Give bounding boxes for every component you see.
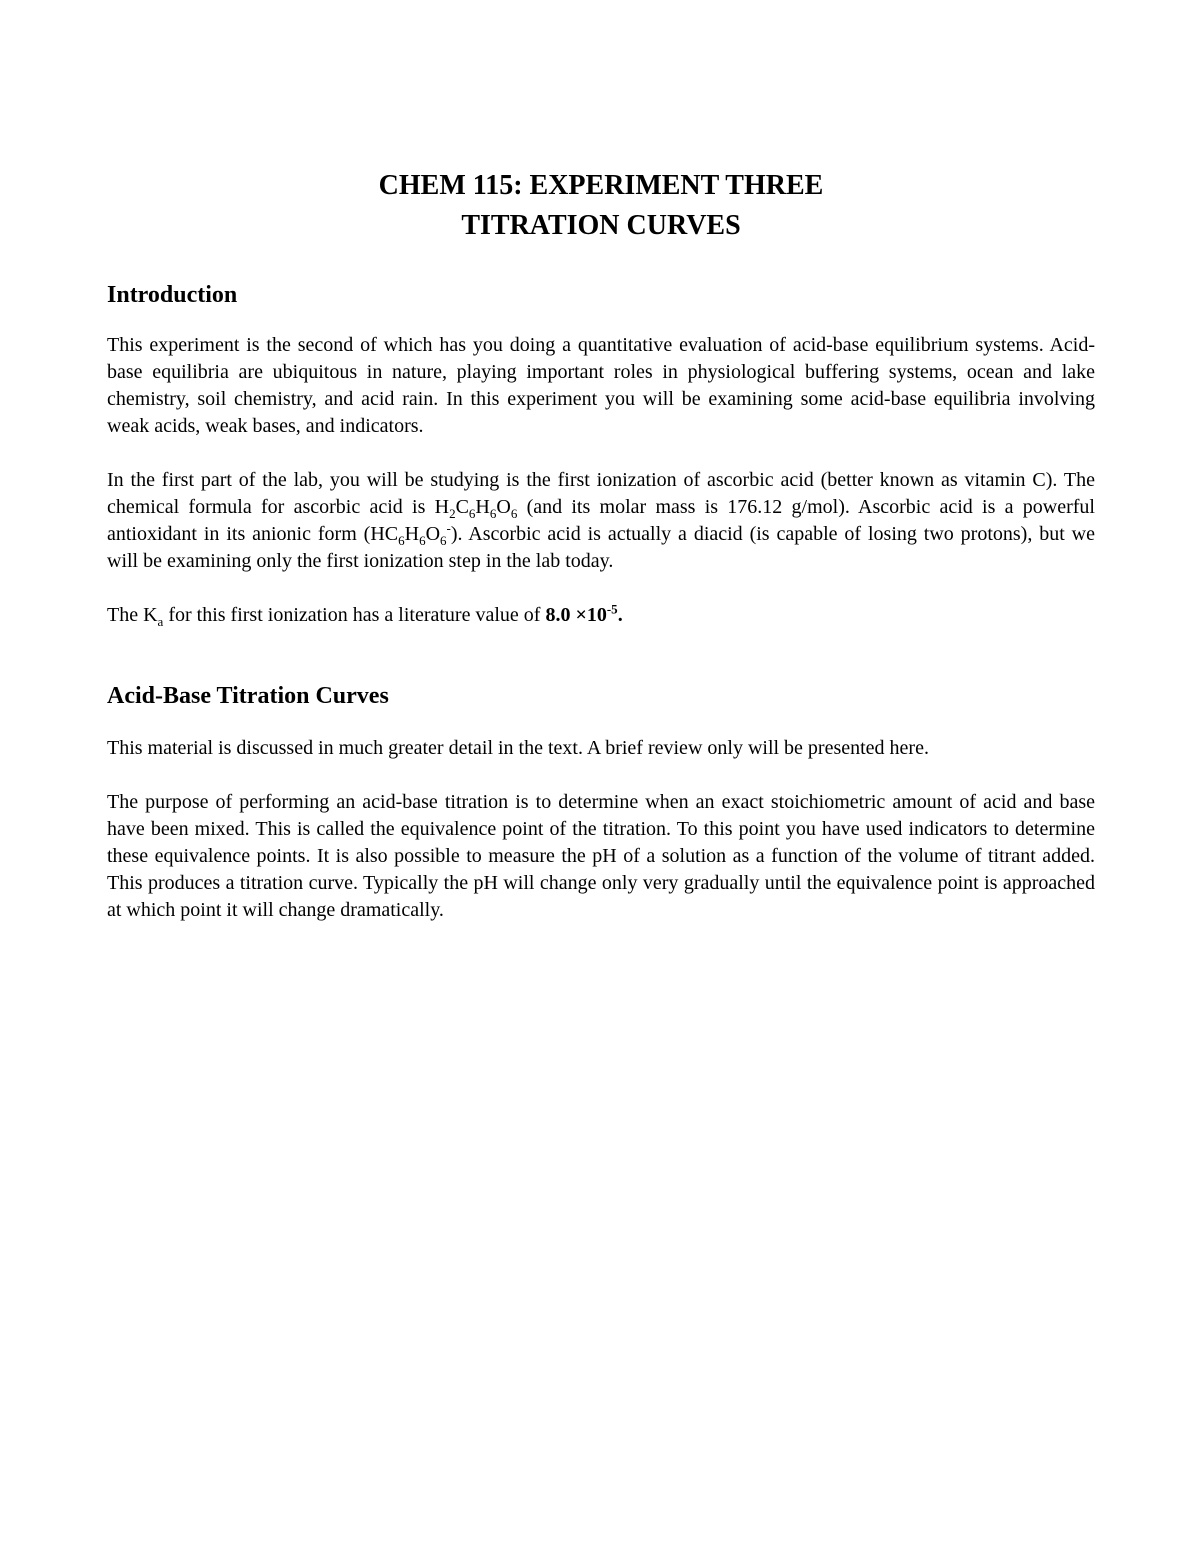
- introduction-heading: Introduction: [107, 282, 238, 308]
- curves-paragraph-2: The purpose of performing an acid-base titration is to determine when an exact stoichiometric amount of acid and base have been mixed. This is called the equivalence point of the titration. To this point you have used indicators to determine these equivalence points. It is also possible to measure the pH of a solution as a function of the volume of titrant added. This produces a titration curve. Typically the pH will change only very gradually until the equivalence point is approached at which point it will change dramatically.: [107, 791, 1095, 921]
- document-title-line-1: CHEM 115: EXPERIMENT THREE: [378, 170, 824, 201]
- ka-value-paragraph: The $K_a$ for this first ionization has a literature value of $8.0 \times 10^{-5}$.: [107, 601, 623, 629]
- intro-paragraph-2: In the first part of the lab, you will be studying is the first ionization of ascorbic acid (better known as vitamin C). The chemical formula for ascorbic acid is $H_2C_6H_6O_6$ (and its molar mass is 176.12 g/mol). Ascorbic acid is a powerful antioxidant in its anionic form $(HC_6H_6O_6^-)$. Ascorbic acid is actually a diacid (is capable of losing two protons), but we will be examining only the first ionization step in the lab today.: [107, 469, 1096, 572]
- curves-paragraph-1: This material is discussed in much greater detail in the text. A brief review only will be presented here.: [107, 737, 929, 759]
- intro-paragraph-1: This experiment is the second of which has you doing a quantitative evaluation of acid-base equilibrium systems. Acid-base equilibria are ubiquitous in nature, playing important roles in physiological buffering systems, ocean and lake chemistry, soil chemistry, and acid rain. In this experiment you will be examining some acid-base equilibria involving weak acids, weak bases, and indicators.: [107, 334, 1095, 437]
- document-page: [107, 166, 1095, 924]
- ka-literature-value: $8.0 \times 10^{-5}$.: [545, 601, 623, 626]
- titration-curves-heading: Acid-Base Titration Curves: [107, 683, 389, 709]
- document-title-line-2: TITRATION CURVES: [461, 210, 741, 241]
